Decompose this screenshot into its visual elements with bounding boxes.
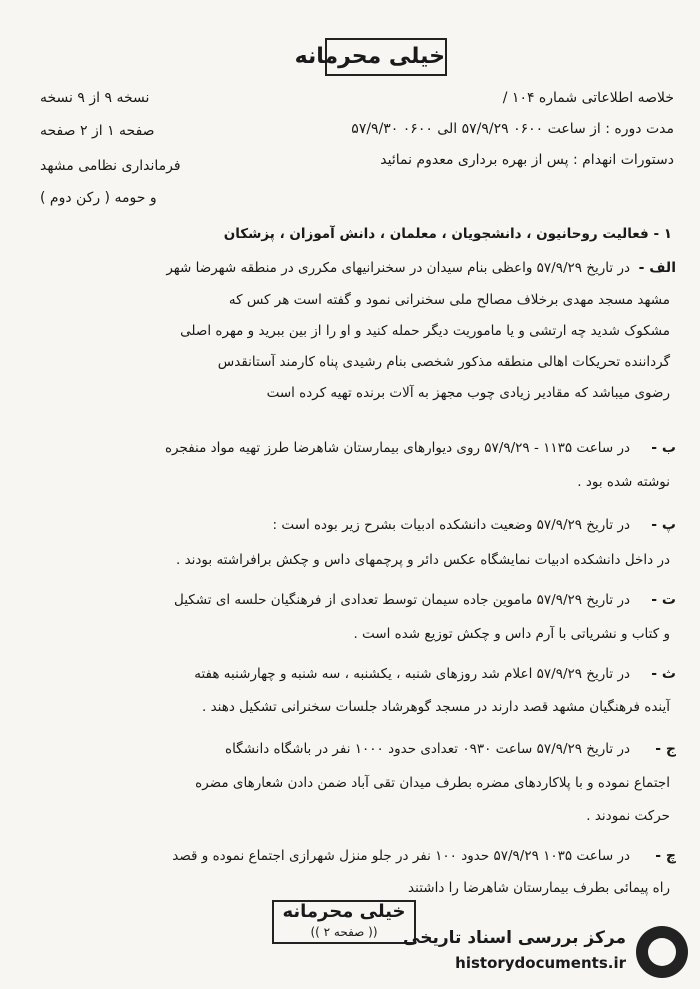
item-line: در تاریخ ۵۷/۹/۲۹ وضعیت دانشکده ادبیات بشرح زیر بوده است : bbox=[272, 517, 630, 533]
item-line: در تاریخ ۵۷/۹/۲۹ واعظی بنام سیدان در سخنرانیهای مکرری در منطقه شهرضا شهر bbox=[166, 260, 630, 276]
archive-name: مرکز بررسی اسناد تاریخی bbox=[403, 928, 626, 948]
page-number: صفحه ۱ از ۲ صفحه bbox=[40, 123, 155, 139]
item-line: گرداننده تحریکات اهالی منطقه مذکور شخصی بنام رشیدی پناه کارمند آستانقدس bbox=[217, 354, 670, 370]
section-title: ۱ - فعالیت روحانیون ، دانشجویان ، معلمان ، دانش آموزان ، پزشکان bbox=[223, 226, 672, 242]
item-label: پ - bbox=[651, 517, 676, 533]
item-label: الف - bbox=[638, 260, 676, 276]
item-line: راه پیمائی بطرف بیمارستان شاهرضا را داشتند bbox=[408, 880, 670, 896]
archive-emblem-icon bbox=[636, 926, 688, 978]
report-period: مدت دوره : از ساعت ۰۶۰۰ ۵۷/۹/۲۹ الی ۰۶۰۰ ۵۷/۹/۳۰ bbox=[351, 121, 674, 137]
issuing-office: فرمانداری نظامی مشهد bbox=[40, 158, 181, 174]
item-line: رضوی میباشد که مقادیر زیادی چوب مجهز به آلات برنده تهیه کرده است bbox=[266, 385, 670, 401]
item-line: آینده فرهنگیان مشهد قصد دارند در مسجد گوهرشاد جلسات سخنرانی تشکیل دهند . bbox=[202, 699, 670, 715]
stamp-title: خیلی محرمانه bbox=[282, 901, 406, 922]
item-line: مشهد مسجد مهدی برخلاف مصالح ملی سخنرانی نمود و گفته است هر کس که bbox=[228, 292, 670, 308]
item-line: در تاریخ ۵۷/۹/۲۹ ماموین جاده سیمان توسط تعدادی از فرهنگیان حلسه ای تشکیل bbox=[173, 592, 630, 608]
item-label: ث - bbox=[651, 666, 676, 682]
item-line: و کتاب و نشریاتی با آرم داس و چکش توزیع شده است . bbox=[353, 626, 670, 642]
copy-number: نسخه ۹ از ۹ نسخه bbox=[40, 90, 150, 106]
classification-stamp: خیلی محرمانه bbox=[325, 38, 447, 76]
item-label: ب - bbox=[651, 440, 676, 456]
item-line: نوشته شده بود . bbox=[577, 474, 670, 490]
item-line: در تاریخ ۵۷/۹/۲۹ اعلام شد روزهای شنبه ، یکشنبه ، سه شنبه و چهارشنبه هفته bbox=[194, 666, 630, 682]
item-line: در ساعت ۱۰۳۵ ۵۷/۹/۲۹ حدود ۱۰۰ نفر در جلو منزل شهرازی اجتماع نموده و قصد bbox=[172, 848, 630, 864]
stamp-page-number: (( صفحه ۲ )) bbox=[310, 925, 378, 939]
issuing-office-department: و حومه ( رکن دوم ) bbox=[40, 190, 157, 206]
item-label: چ - bbox=[655, 848, 676, 864]
item-line: اجتماع نموده و با پلاکاردهای مضره بطرف میدان تقی آباد ضمن دادن شعارهای مضره bbox=[195, 775, 670, 791]
classification-stamp-bottom bbox=[272, 900, 416, 944]
item-line: در تاریخ ۵۷/۹/۲۹ ساعت ۰۹۳۰ تعدادی حدود ۱۰۰۰ نفر در باشگاه دانشگاه bbox=[225, 741, 630, 757]
item-line: در داخل دانشکده ادبیات نمایشگاه عکس دائر و پرچمهای داس و چکش برافراشته بودند . bbox=[175, 552, 670, 568]
item-label: ت - bbox=[651, 592, 676, 608]
item-line: در ساعت ۱۱۳۵ - ۵۷/۹/۲۹ روی دیوارهای بیمارستان شاهرضا طرز تهیه مواد منفجره bbox=[164, 440, 630, 456]
archive-url: historydocuments.ir bbox=[455, 954, 626, 972]
item-line: حرکت نمودند . bbox=[586, 808, 670, 824]
report-title: خلاصه اطلاعاتی شماره ۱۰۴ / bbox=[502, 90, 674, 106]
archive-logo bbox=[403, 924, 690, 982]
item-label: ج - bbox=[655, 741, 676, 757]
destruction-instructions: دستورات انهدام : پس از بهره برداری معدوم نمائید bbox=[380, 152, 674, 168]
item-line: مشکوک شدید چه ارتشی و یا ماموریت دیگر حمله کنید و او را از بین ببرید و مهره اصلی bbox=[180, 323, 670, 339]
